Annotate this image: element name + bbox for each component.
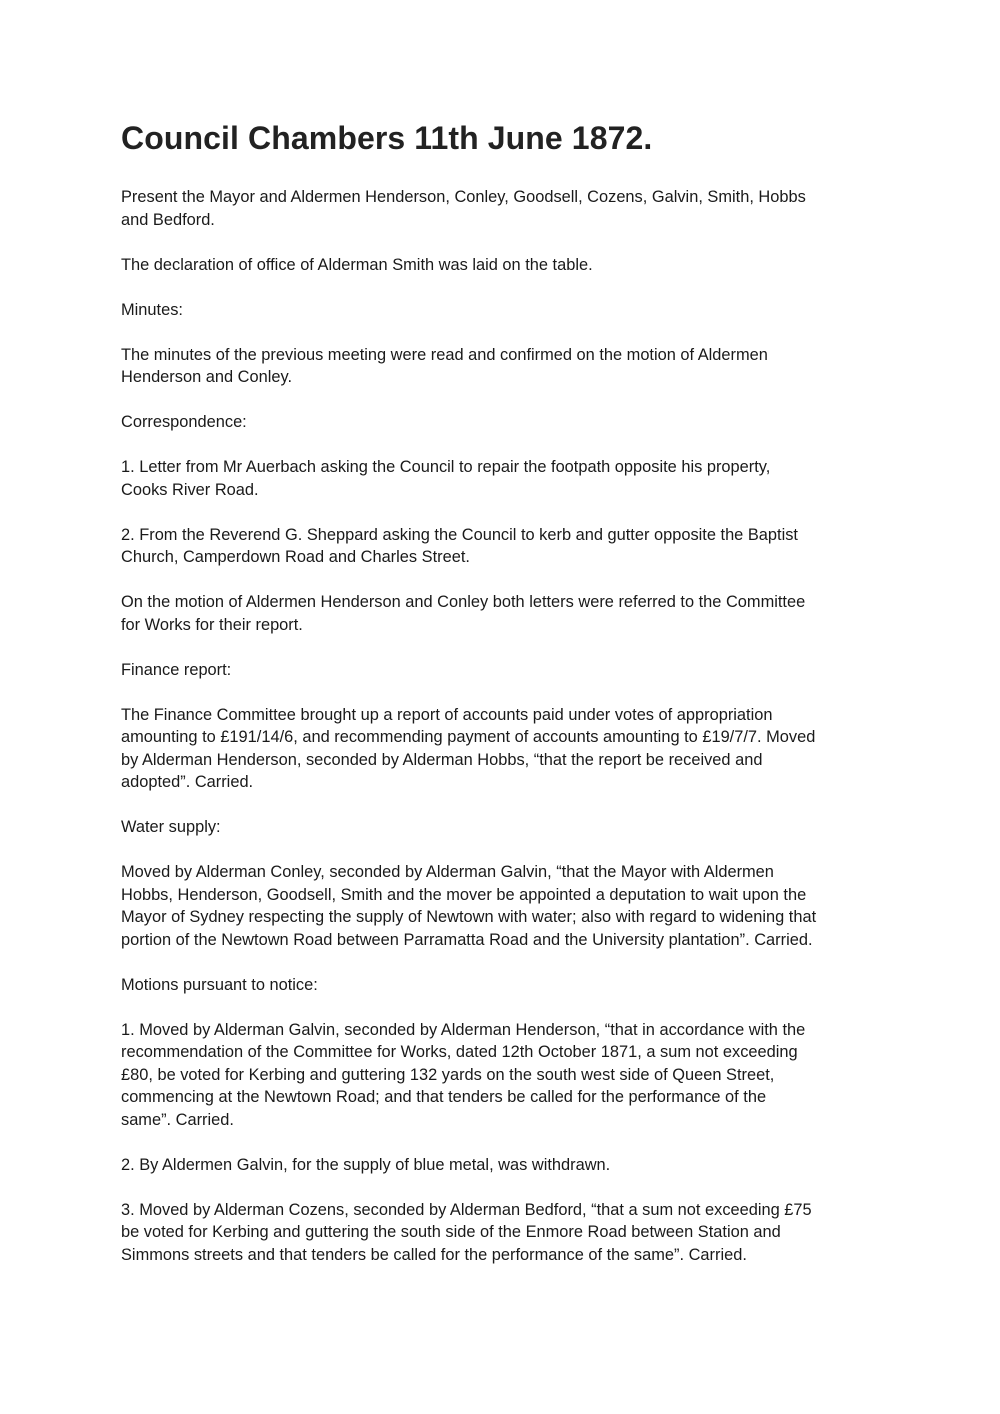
section-heading-motions: Motions pursuant to notice: (121, 975, 318, 994)
water-supply-paragraph: Moved by Alderman Conley, seconded by Alderman Galvin, “that the Mayor with Aldermen Hobbs, Henderson, Goodsell, Smith and the mover be appointed a deputation to wait upon the Mayor of Sydney respecting the supply of Newtown with water; also with regard to widening that portion of the Newtown Road between Parramatta Road and the University plantation”. Carried. (121, 863, 817, 949)
correspondence-item-2: 2. From the Reverend G. Sheppard asking the Council to kerb and gutter opposite the Baptist Church, Camperdown Road and Charles Street. (121, 525, 798, 566)
attendance-paragraph: Present the Mayor and Aldermen Henderson, Conley, Goodsell, Cozens, Galvin, Smith, Hobbs and Bedford. (121, 188, 806, 229)
section-heading-finance: Finance report: (121, 660, 232, 679)
motion-item-2: 2. By Aldermen Galvin, for the supply of blue metal, was withdrawn. (121, 1155, 611, 1174)
correspondence-item-1: 1. Letter from Mr Auerbach asking the Council to repair the footpath opposite his property, Cooks River Road. (121, 458, 771, 499)
minutes-paragraph: The minutes of the previous meeting were read and confirmed on the motion of Aldermen Henderson and Conley. (121, 345, 768, 386)
section-heading-correspondence: Correspondence: (121, 413, 247, 431)
section-heading-minutes: Minutes: (121, 300, 183, 319)
document-title: Council Chambers 11th June 1872. (121, 120, 653, 156)
declaration-paragraph: The declaration of office of Alderman Smith was laid on the table. (121, 255, 593, 274)
correspondence-motion-paragraph: On the motion of Aldermen Henderson and Conley both letters were referred to the Committee for Works for their report. (121, 593, 806, 634)
document-page (121, 118, 891, 1289)
motion-item-3: 3. Moved by Alderman Cozens, seconded by Alderman Bedford, “that a sum not exceeding £75 be voted for Kerbing and guttering the south side of the Enmore Road between Station and Simmons streets and that tenders be called for the performance of the same”. Carried. (121, 1200, 812, 1264)
motion-item-1: 1. Moved by Alderman Galvin, seconded by Alderman Henderson, “that in accordance with the recommendation of the Committee for Works, dated 12th October 1871, a sum not exceeding £80, be voted for Kerbing and guttering 132 yards on the south west side of Queen Street, commencing at the Newtown Road; and that tenders be called for the performance of the same”. Carried. (121, 1020, 806, 1129)
section-heading-water-supply: Water supply: (121, 818, 221, 836)
finance-paragraph: The Finance Committee brought up a report of accounts paid under votes of appropriation amounting to £191/14/6, and recommending payment of accounts amounting to £19/7/7. Moved by Alderman Henderson, seconded by Alderman Hobbs, “that the report be received and adopted”. Carried. (121, 705, 816, 791)
